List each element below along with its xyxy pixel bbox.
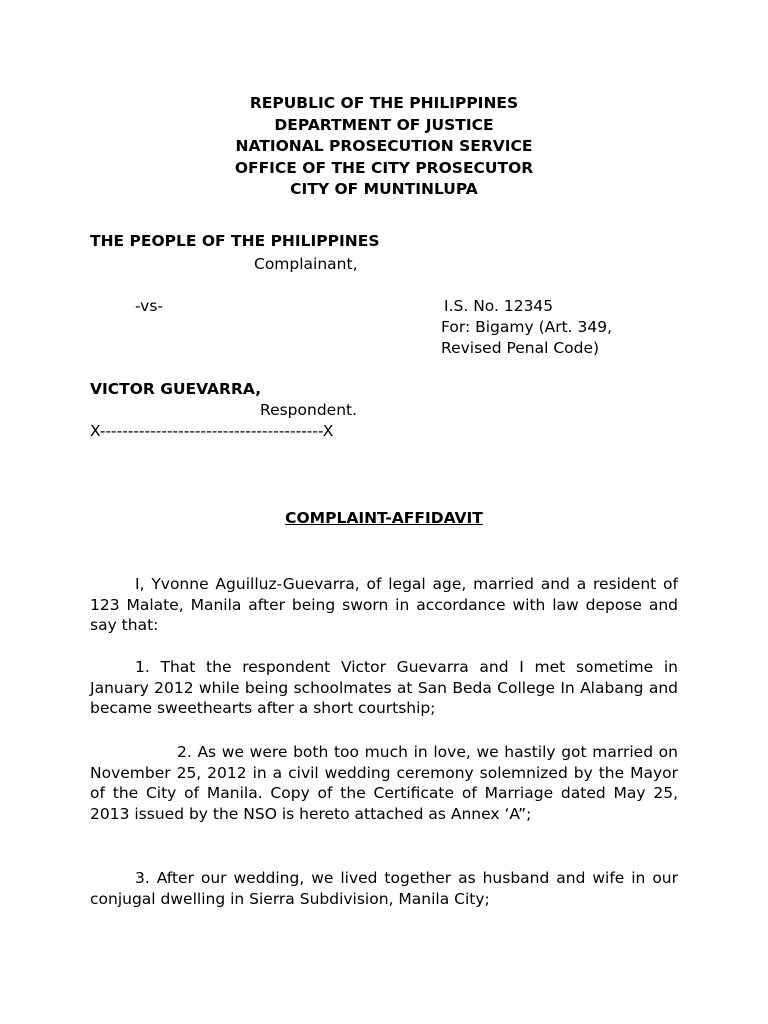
- header-line-service: NATIONAL PROSECUTION SERVICE: [235, 137, 533, 155]
- header-line-office: OFFICE OF THE CITY PROSECUTOR: [234, 158, 534, 177]
- paragraph-3: 3. After our wedding, we lived together as husband and wife in our conjugal dwelling in Sierra Subdivision, Manila City;: [90, 869, 678, 908]
- document-header: [0, 93, 768, 201]
- versus-label: -vs-: [135, 297, 164, 315]
- paragraph-1: 1. That the respondent Victor Guevarra and I met sometime in January 2012 while being schoolmates at San Beda College In Alabang and became sweethearts after a short courtship;: [90, 658, 678, 717]
- header-line-republic: REPUBLIC OF THE PHILIPPINES: [249, 94, 519, 112]
- caption-separator: X----------------------------------------X: [90, 422, 334, 440]
- complainant-name: THE PEOPLE OF THE PHILIPPINES: [90, 232, 380, 250]
- complainant-role: Complainant,: [254, 255, 358, 273]
- header-line-department: DEPARTMENT OF JUSTICE: [274, 115, 494, 134]
- header-line-city: CITY OF MUNTINLUPA: [290, 180, 478, 198]
- respondent-role: Respondent.: [260, 401, 358, 419]
- paragraph-2: 2. As we were both too much in love, we hastily got married on November 25, 2012 in a civil wedding ceremony solemnized by the Mayor of the City of Manila. Copy of the Certificate of Marriage dated May 25, 2013 issued by the NSO is hereto attached as Annex ‘A”;: [90, 743, 678, 823]
- respondent-name: VICTOR GUEVARRA,: [90, 380, 262, 398]
- case-number: I.S. No. 12345: [444, 297, 554, 315]
- case-offense-line2: Revised Penal Code): [441, 339, 600, 357]
- intro-paragraph: I, Yvonne Aguilluz-Guevarra, of legal age, married and a resident of 123 Malate, Manila after being sworn in accordance with law depose and say that:: [90, 575, 678, 634]
- case-offense-line1: For: Bigamy (Art. 349,: [441, 318, 613, 336]
- document-title: COMPLAINT-AFFIDAVIT: [285, 509, 483, 527]
